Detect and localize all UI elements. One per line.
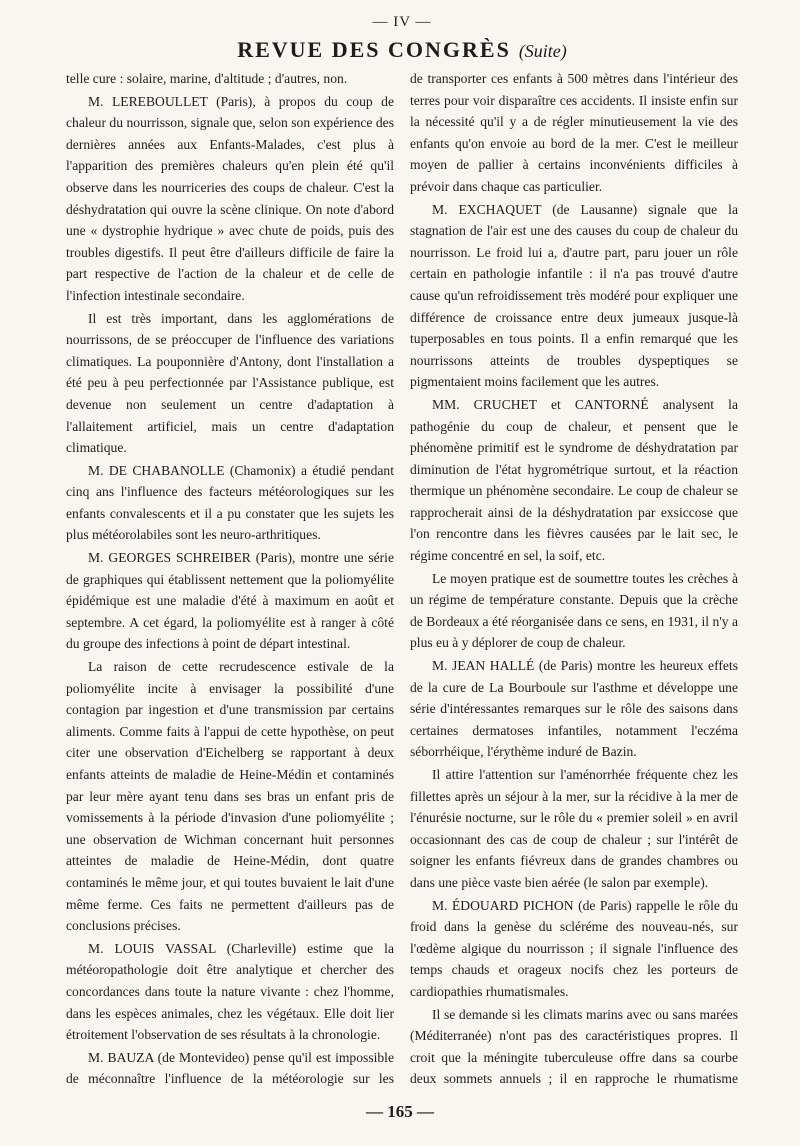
paragraph: MM. CRUCHET et CANTORNÉ analysent la pathogénie du coup de chaleur, et pensent que le phénomène primitif est le syndrome de déshydratation par diminution de l'état hygrométrique surtout, et la réaction thermique un phénomène secondaire. Le coup de chaleur se rapprocherait ainsi de la déshydratation par exsiccose que l'on rencontre dans les fièvres causées par le lait sec, le régime concentré en sel, la soif, etc. [410, 396, 738, 564]
paragraph: Il attire l'attention sur l'aménorrhée fréquente chez les fillettes après un séjour à la mer, sur la récidive à la mer de l'énurésie nocturne, sur le rôle du « premier soleil » en avril occasionnant des cas de coup de chaleur ; sur l'intérêt de soigner les enfants fiévreux dans de grandes chambres ou dans une pièce vaste bien aérée (le salon par exemple). [410, 767, 738, 890]
bottom-page-number: — 165 — [366, 1102, 434, 1121]
paragraph: Le moyen pratique est de soumettre toutes les crèches à un régime de température constante. Depuis que la crèche de Bordeaux a été réorganisée dans ce sens, en 1931, il n'y a plus eu à y déplorer de coup de chaleur. [410, 570, 738, 651]
title-suite: (Suite) [518, 41, 567, 61]
paragraph: M. LOUIS VASSAL (Charleville) estime que la météoropathologie doit être analytique et chercher des concordances dans toute la nature vivante : chez l'homme, dans les espèces animales, chez les végétaux. Elle doit lier étroitement l'observation de ses résultats à la chronologie. [66, 940, 394, 1043]
text-columns [66, 68, 738, 1088]
left-column [66, 68, 394, 1088]
paragraph: Il se demande si les climats marins avec ou sans marées (Méditerranée) n'ont pas des caractéristiques propres. Il croit que la méningite tuberculeuse offre dans sa courbe deux sommets annuels ; il en rapproche le rhumatisme [410, 1006, 738, 1087]
paragraph: M. ÉDOUARD PICHON (de Paris) rappelle le rôle du froid dans la genèse du scléréme des nouveau-nés, sur l'œdème algique du nourrisson ; il signale l'influence des temps chauds et orageux nocifs chez les porteurs de cardiopathies rhumatismales. [410, 897, 738, 999]
paragraph: La raison de cette recrudescence estivale de la poliomyélite incite à envisager la possibilité d'une contagion par ingestion et d'une transmission par certains aliments. Comme faits à l'appui de cette hypothèse, on peut citer une observation d'Eichelberg se rapportant à deux enfants atteints de maladie de Heine-Médin et contaminés par leur mère ayant tenu dans ses bras un enfant pris de vomissements à la période d'invasion d'une poliomyélite ; une observation de Wichman concernant huit personnes atteintes de maladie de Heine-Médin, dont quatre contaminés le même jour, et qui toutes buvaient le lait d'une même ferme. Ces faits ne permettent d'ailleurs pas de conclusions précises. [66, 659, 394, 934]
paragraph: telle cure : solaire, marine, d'altitude ; d'autres, non. [66, 71, 348, 86]
paragraph: M. DE CHABANOLLE (Chamonix) a étudié pendant cinq ans l'influence des facteurs météorologiques sur les enfants convalescents et il a pu constater que les sujets les plus météorolabiles sont les neuro-arthritiques. [66, 462, 394, 543]
paragraph: M. BAUZA (de Montevideo) pense qu'il est impossible de méconnaître l'influence de la météorologie sur les [66, 1049, 394, 1087]
paragraph: M. LEREBOULLET (Paris), à propos du coup de chaleur du nourrisson, signale que, selon son expérience des dernières années aux Enfants-Malades, c'est plus à l'apparition des premières chaleurs qu'en plein été qu'il observe dans les nourriceries des coups de chaleur. C'est la déshydratation qui ouvre la scène clinique. On note d'abord une « dystrophie hydrique » avec chute de poids, puis des troubles digestifs. Il peut être d'ailleurs difficile de faire la part respective de l'action de la chaleur et de celle de l'infection intestinale secondaire. [66, 93, 394, 303]
paragraph: M. JEAN HALLÉ (de Paris) montre les heureux effets de la cure de La Bourboule sur l'asthme et développe une série d'intéressantes remarques sur le rôle des saisons dans certaines dermatoses infantiles, notamment l'eczéma séborrhéique, l'érythème induré de Bazin. [410, 658, 738, 760]
top-page-number: — IV — [372, 14, 432, 30]
paragraph: M. GEORGES SCHREIBER (Paris), montre une série de graphiques qui établissent nettement que la poliomyélite épidémique est une maladie d'été à maximum en août et septembre. A cet égard, la poliomyélite est à ranger à côté du groupe des infections à point de départ intestinal. [66, 550, 394, 652]
page-title: REVUE DES CONGRÈS [237, 37, 511, 62]
paragraph: de transporter ces enfants à 500 mètres dans l'intérieur des terres pour voir disparaître ces accidents. Il insiste enfin sur la nécessité qu'il y a de régler minutieusement la vie des enfants qu'on envoie au bord de la mer. C'est le meilleur moyen de pallier à certains inconvénients difficiles à prévoir dans chaque cas particulier. [410, 71, 738, 194]
running-header [66, 32, 738, 68]
paragraph: M. EXCHAQUET (de Lausanne) signale que la stagnation de l'air est une des causes du coup de chaleur du nourrisson. Le froid lui a, d'autre part, paru jouer un rôle certain en pathologie infantile : il n'a pas trouvé d'autre cause qu'un refroidissement très modéré pour expliquer une différence de croissance entre deux jumeaux jusque-là tuperposables en tous points. Il a enfin remarqué que les nourrissons atteints de troubles dyspeptiques se pigmentaient moins facilement que les autres. [410, 201, 738, 390]
right-column [410, 68, 738, 1088]
paragraph: Il est très important, dans les agglomérations de nourrissons, de se préoccuper de l'influence des variations climatiques. La pouponnière d'Antony, dont l'installation a été peu à peu perfectionnée par l'Assistance publique, est devenue non seulement un centre d'adaptation à l'allaitement artificiel, mais un centre d'adaptation climatique. [66, 310, 394, 456]
